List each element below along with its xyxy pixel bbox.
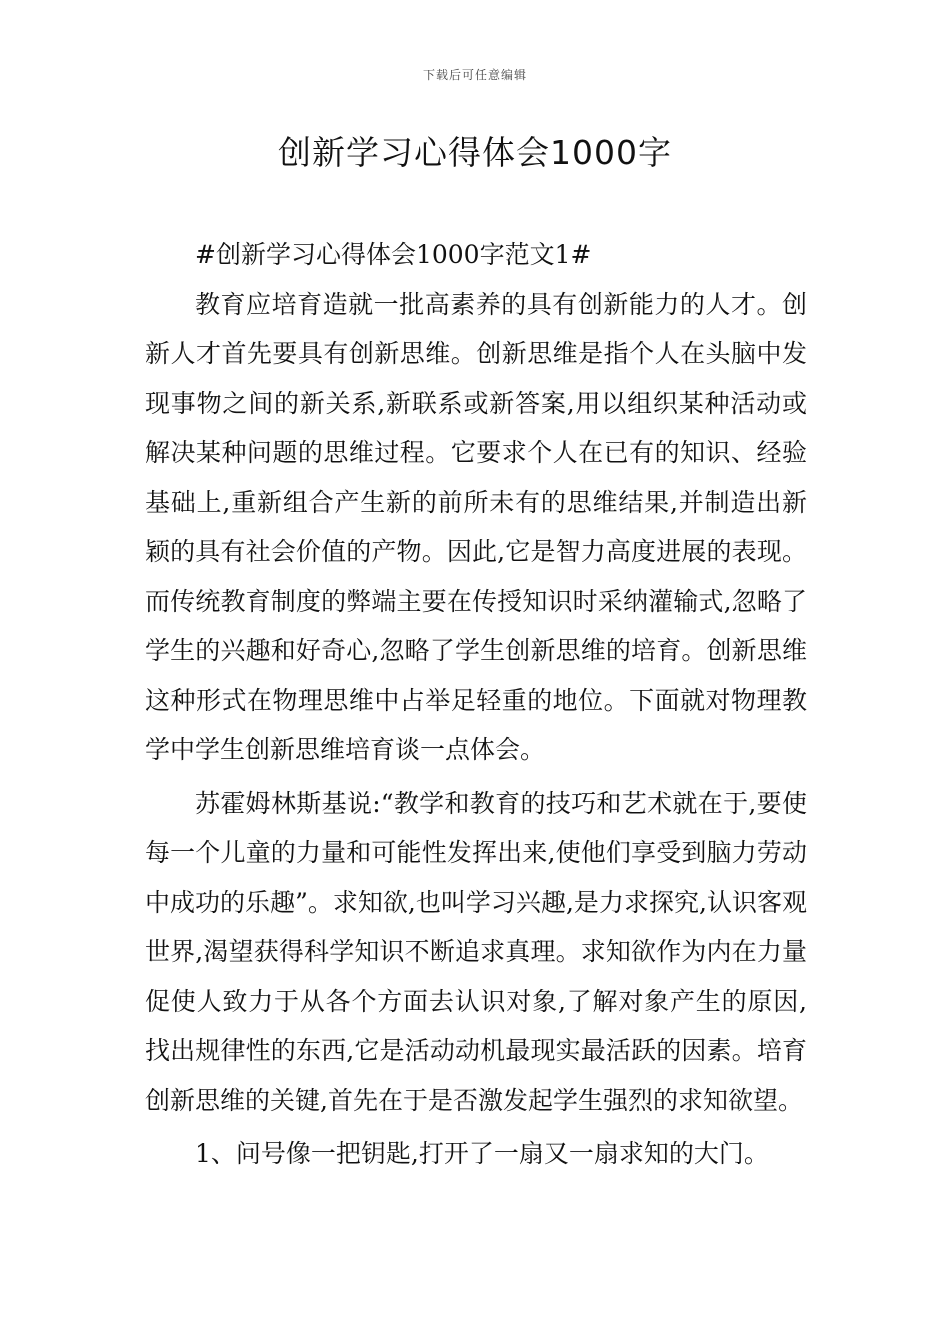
document-title: 创新学习心得体会1000字 (278, 133, 672, 172)
header-note: 下载后可任意编辑 (422, 68, 527, 82)
body-paragraph: 苏霍姆林斯基说:“教学和教育的技巧和艺术就在于,要使每一个儿童的力量和可能性发挥出来,使他们享受到脑力劳动中成功的乐趣”。求知欲,也叫学习兴趣,是力求探究,认识客观世界,渴望获得科学知识不断追求真理。求知欲作为内在力量促使人致力于从各个方面去认识对象,了解对象产生的原因,找出规律性的东西,它是活动动机最现实最活跃的因素。培育创新思维的关键,首先在于是否激发起学生强烈的求知欲望。 (145, 788, 807, 1115)
body-paragraph: 1、问号像一把钥匙,打开了一扇又一扇求知的大门。 (195, 1139, 769, 1168)
body-paragraph: 教育应培育造就一批高素养的具有创新能力的人才。创新人才首先要具有创新思维。创新思维是指个人在头脑中发现事物之间的新关系,新联系或新答案,用以组织某种活动或解决某种问题的思维过程。它要求个人在已有的知识、经验基础上,重新组合产生新的前所未有的思维结果,并制造出新颖的具有社会价值的产物。因此,它是智力高度进展的表现。而传统教育制度的弊端主要在传授知识时采纳灌输式,忽略了学生的兴趣和好奇心,忽略了学生创新思维的培育。创新思维这种形式在物理思维中占举足轻重的地位。下面就对物理教学中学生创新思维培育谈一点体会。 (145, 289, 807, 764)
section-heading: #创新学习心得体会1000字范文1# (195, 240, 592, 269)
document-body (145, 230, 807, 1179)
